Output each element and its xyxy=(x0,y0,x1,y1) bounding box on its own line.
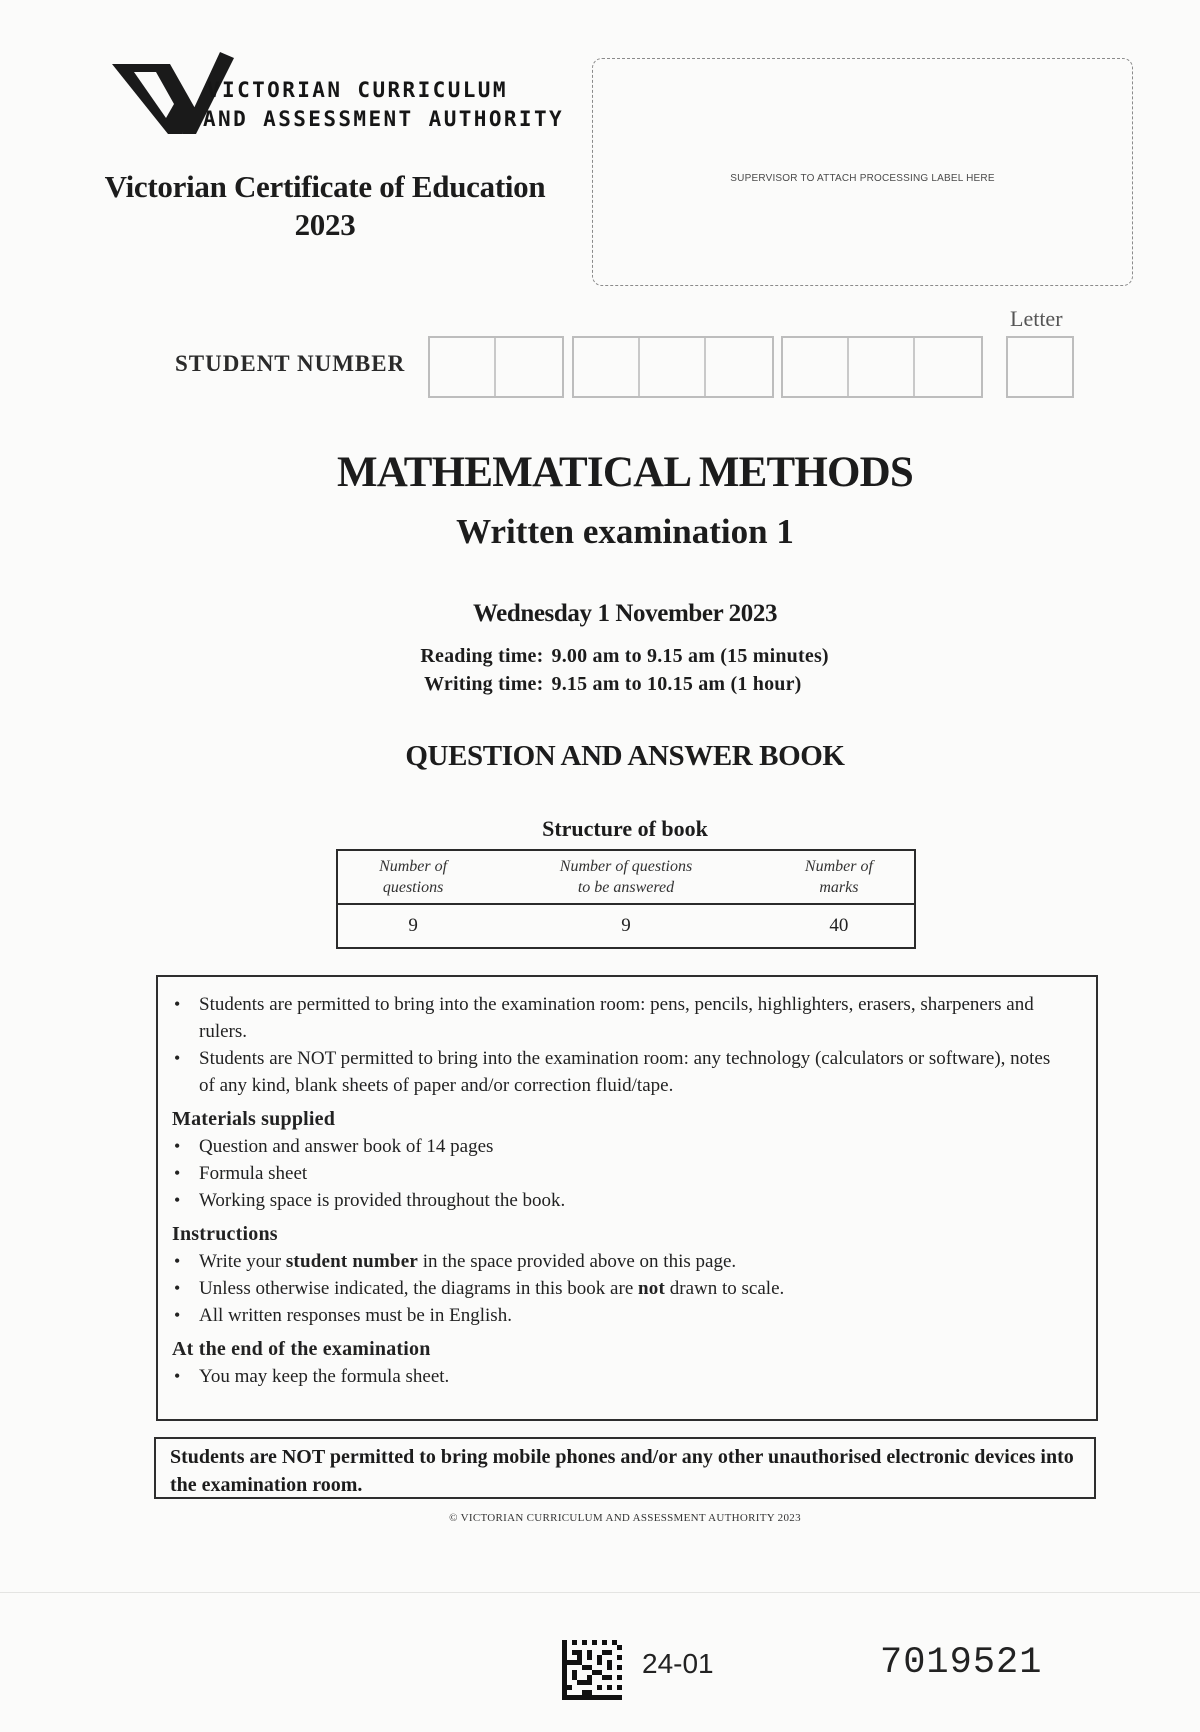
text-run: drawn to scale. xyxy=(665,1278,785,1299)
copyright-notice: © VICTORIAN CURRICULUM AND ASSESSMENT AUTHORITY 2023 xyxy=(449,1512,801,1524)
reading-time-row xyxy=(0,642,1200,670)
student-number-digit-box[interactable] xyxy=(640,338,706,396)
permissions-list xyxy=(172,991,1064,1099)
writing-time-value: 9.15 am to 10.15 am (1 hour) xyxy=(551,673,802,695)
student-number-digit-box[interactable] xyxy=(574,338,640,396)
end-heading: At the end of the examination xyxy=(172,1338,431,1360)
structure-header-row xyxy=(337,850,915,904)
header-line: Number of questions xyxy=(559,858,693,875)
reading-time-label: Reading time: xyxy=(420,645,544,667)
organisation-line-1: VICTORIAN CURRICULUM xyxy=(207,78,508,102)
text-run-bold: not xyxy=(638,1278,666,1299)
structure-title: Structure of book xyxy=(542,816,708,841)
mobile-phone-warning: Students are NOT permitted to bring mobile phones and/or any other unauthorised electronic devices into the examination room. xyxy=(154,1437,1096,1499)
student-number-digit-box[interactable] xyxy=(783,338,849,396)
exam-name: Written examination 1 xyxy=(456,512,794,551)
scan-divider xyxy=(0,1592,1200,1593)
student-number-digit-box[interactable] xyxy=(849,338,915,396)
instructions-list xyxy=(172,1248,1064,1329)
text-run: Write your xyxy=(199,1251,286,1272)
materials-heading: Materials supplied xyxy=(172,1108,336,1130)
text-run: Unless otherwise indicated, the diagrams in this book are xyxy=(199,1278,639,1299)
header-line: Number of xyxy=(804,858,873,875)
structure-header-marks xyxy=(764,850,915,904)
paper-code: 24-01 xyxy=(642,1648,714,1679)
structure-value-answered: 9 xyxy=(488,904,764,948)
book-title: QUESTION AND ANSWER BOOK xyxy=(405,740,845,772)
header-line: marks xyxy=(819,879,859,896)
datamatrix-barcode-icon xyxy=(562,1639,622,1701)
list-item: • All written responses must be in English. xyxy=(172,1302,1064,1329)
structure-header-answered xyxy=(488,850,764,904)
exam-times xyxy=(0,642,1200,698)
instructions-box xyxy=(156,975,1098,1421)
student-number-digit-box[interactable] xyxy=(430,338,496,396)
student-number-label: STUDENT NUMBER xyxy=(175,351,406,376)
text-run: in the space provided above on this page. xyxy=(417,1251,737,1272)
certificate-title xyxy=(100,168,550,244)
reading-time-value: 9.00 am to 9.15 am (15 minutes) xyxy=(551,645,829,667)
end-list xyxy=(172,1363,1064,1390)
list-item: • Question and answer book of 14 pages xyxy=(172,1133,1064,1160)
instructions-heading: Instructions xyxy=(172,1223,278,1245)
header-line: to be answered xyxy=(577,879,675,896)
list-item: • Students are NOT permitted to bring into the examination room: any technology (calculators or software), notes of any kind, blank sheets of paper and/or correction fluid/tape. xyxy=(172,1045,1064,1099)
organisation-line-2: AND ASSESSMENT AUTHORITY xyxy=(203,107,565,131)
exam-date: Wednesday 1 November 2023 xyxy=(472,600,778,627)
structure-value-row xyxy=(337,904,915,948)
certificate-name: Victorian Certificate of Education xyxy=(104,169,546,204)
student-number-group-1 xyxy=(428,336,564,398)
student-number-digit-box[interactable] xyxy=(915,338,981,396)
list-item xyxy=(172,1248,1064,1275)
text-run-bold: student number xyxy=(285,1251,418,1272)
student-number-digit-box[interactable] xyxy=(706,338,772,396)
booklet-number: 7019521 xyxy=(880,1642,1043,1684)
organisation-name xyxy=(203,76,565,134)
processing-label-area xyxy=(592,58,1133,286)
student-number-group-3 xyxy=(781,336,983,398)
certificate-year: 2023 xyxy=(294,207,356,242)
student-number-letter-box[interactable] xyxy=(1006,336,1074,398)
processing-label-text: SUPERVISOR TO ATTACH PROCESSING LABEL HERE xyxy=(730,173,995,184)
subject-title: MATHEMATICAL METHODS xyxy=(336,449,914,496)
list-item: • Working space is provided throughout the book. xyxy=(172,1187,1064,1214)
structure-value-marks: 40 xyxy=(764,904,915,948)
writing-time-row xyxy=(0,670,1200,698)
materials-list xyxy=(172,1133,1064,1214)
student-number-group-2 xyxy=(572,336,774,398)
header-line: Number of xyxy=(379,858,448,875)
list-item: • You may keep the formula sheet. xyxy=(172,1363,1064,1390)
list-item: • Formula sheet xyxy=(172,1160,1064,1187)
structure-value-questions: 9 xyxy=(337,904,488,948)
student-number-digit-box[interactable] xyxy=(496,338,562,396)
list-item: • Students are permitted to bring into the examination room: pens, pencils, highlighters, erasers, sharpeners and rulers. xyxy=(172,991,1064,1045)
letter-label: Letter xyxy=(1010,306,1063,331)
writing-time-label: Writing time: xyxy=(424,673,544,695)
structure-header-questions xyxy=(337,850,488,904)
list-item xyxy=(172,1275,1064,1302)
structure-table xyxy=(336,849,916,949)
header-line: questions xyxy=(382,879,444,896)
